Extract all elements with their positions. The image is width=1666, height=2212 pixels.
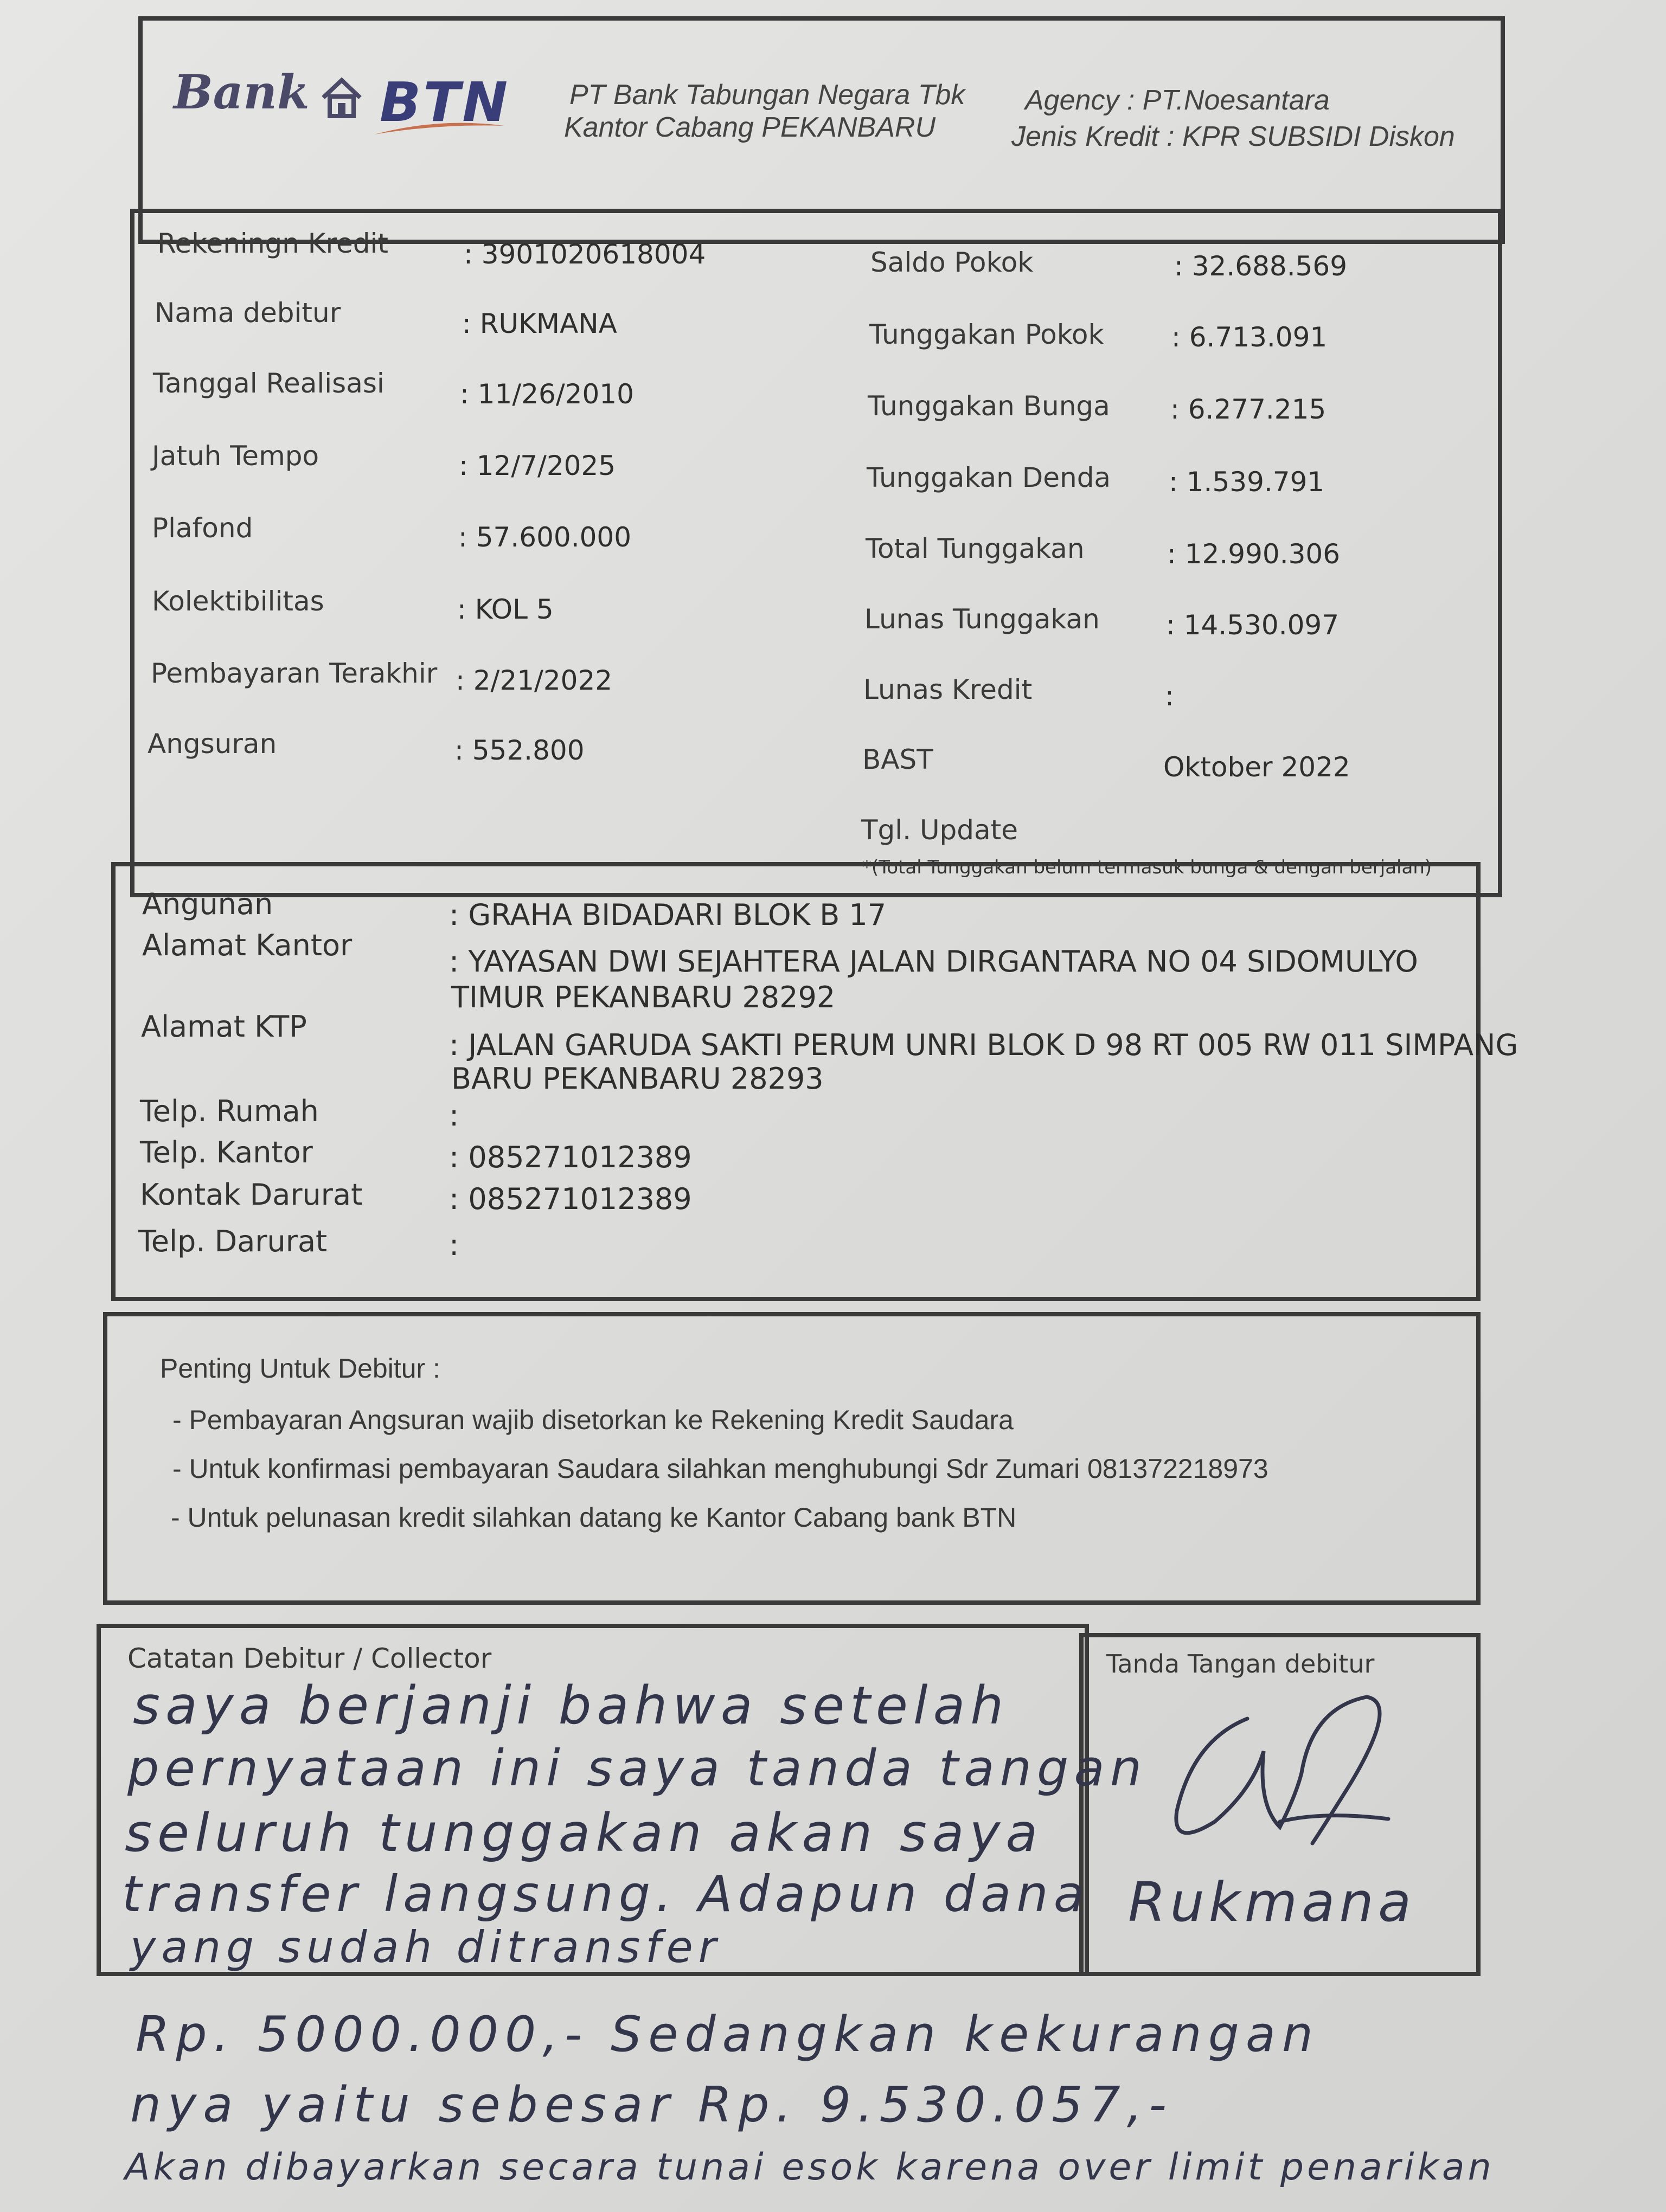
field-label: Total Tunggakan xyxy=(866,533,1085,564)
field-value: : RUKMANA xyxy=(462,308,617,339)
field-value: : xyxy=(1165,680,1174,712)
field-label: Tgl. Update xyxy=(861,814,1018,846)
field-label: Lunas Kredit xyxy=(863,674,1033,705)
branch-name: Kantor Cabang PEKANBARU xyxy=(564,112,936,143)
field-label: Tanggal Realisasi xyxy=(153,368,385,399)
field-label: Plafond xyxy=(152,512,253,544)
field-label: Pembayaran Terakhir xyxy=(151,658,438,689)
address-label: Telp. Rumah xyxy=(140,1094,319,1128)
field-label: Lunas Tunggakan xyxy=(864,603,1100,635)
address-label: Telp. Kantor xyxy=(140,1135,313,1169)
logo-btn-text: BTN xyxy=(380,70,510,134)
handwritten-note-line: pernyataan ini saya tanda tangan xyxy=(127,1739,1148,1797)
important-item: - Untuk konfirmasi pembayaran Saudara silahkan menghubungi Sdr Zumari 081372218973 xyxy=(172,1454,1268,1484)
address-label: Kontak Darurat xyxy=(140,1178,363,1212)
field-label: Nama debitur xyxy=(155,297,341,329)
address-value: BARU PEKANBARU 28293 xyxy=(451,1062,824,1096)
field-label: Tunggakan Bunga xyxy=(868,390,1110,422)
important-item: - Untuk pelunasan kredit silahkan datang ke Kantor Cabang bank BTN xyxy=(171,1502,1017,1533)
address-value: : GRAHA BIDADARI BLOK B 17 xyxy=(449,898,887,932)
handwritten-note-line: transfer langsung. Adapun dana xyxy=(122,1865,1090,1923)
field-label: Angsuran xyxy=(148,728,277,760)
signature-name: Rukmana xyxy=(1128,1870,1416,1934)
address-value: : 085271012389 xyxy=(449,1182,692,1216)
field-value: : 6.277.215 xyxy=(1170,394,1327,425)
address-value: : xyxy=(449,1228,459,1262)
logo-swoosh-icon xyxy=(374,120,504,137)
handwritten-note-line: seluruh tunggakan akan saya xyxy=(125,1803,1043,1863)
field-value: : KOL 5 xyxy=(457,594,554,625)
address-value: : xyxy=(449,1098,459,1133)
address-label: Alamat KTP xyxy=(141,1009,307,1044)
field-value: : 57.600.000 xyxy=(458,522,632,553)
signature-label: Tanda Tangan debitur xyxy=(1106,1649,1375,1679)
field-value: : 3901020618004 xyxy=(464,239,706,270)
field-value: : 12.990.306 xyxy=(1167,538,1341,570)
field-label: Jatuh Tempo xyxy=(152,440,319,472)
info-footnote: *(Total Tunggakan belum termasuk bunga & dengan berjalan) xyxy=(862,857,1432,878)
field-value: : 11/26/2010 xyxy=(460,378,634,410)
logo-bank-text: Bank xyxy=(174,65,310,120)
field-label: Tunggakan Denda xyxy=(867,462,1111,493)
company-name: PT Bank Tabungan Negara Tbk xyxy=(569,79,965,111)
address-label: Telp. Darurat xyxy=(138,1224,328,1258)
important-title: Penting Untuk Debitur : xyxy=(160,1353,440,1384)
field-value: : 552.800 xyxy=(454,735,585,766)
field-value: : 32.688.569 xyxy=(1174,250,1348,282)
handwritten-note-line: nya yaitu sebesar Rp. 9.530.057,- xyxy=(130,2076,1173,2133)
address-label: Angunan xyxy=(142,887,273,921)
address-label: Alamat Kantor xyxy=(142,928,353,962)
field-value: : 12/7/2025 xyxy=(459,450,616,481)
field-value: Oktober 2022 xyxy=(1163,751,1350,783)
handwritten-note-line: Akan dibayarkan secara tunai esok karena over limit penarikan xyxy=(125,2146,1495,2189)
field-value: : 6.713.091 xyxy=(1171,321,1328,353)
field-label: Tunggakan Pokok xyxy=(869,319,1104,350)
notes-label: Catatan Debitur / Collector xyxy=(127,1643,492,1674)
bank-logo-icon xyxy=(320,76,363,119)
important-item: - Pembayaran Angsuran wajib disetorkan ke Rekening Kredit Saudara xyxy=(172,1405,1014,1435)
field-label: BAST xyxy=(862,744,933,775)
field-label: Rekeningn Kredit xyxy=(157,228,389,259)
handwritten-note-line: Rp. 5000.000,- Sedangkan kekurangan xyxy=(136,2006,1320,2063)
address-value: : YAYASAN DWI SEJAHTERA JALAN DIRGANTARA NO 04 SIDOMULYO xyxy=(449,944,1418,979)
field-label: Kolektibilitas xyxy=(152,586,324,617)
address-value: : 085271012389 xyxy=(449,1140,692,1174)
signature-scribble-icon xyxy=(1117,1686,1443,1881)
credit-type-text: Jenis Kredit : KPR SUBSIDI Diskon xyxy=(1011,121,1455,152)
address-value: : JALAN GARUDA SAKTI PERUM UNRI BLOK D 98 RT 005 RW 011 SIMPANG xyxy=(449,1028,1518,1062)
field-label: Saldo Pokok xyxy=(870,247,1034,278)
field-value: : 1.539.791 xyxy=(1169,466,1325,498)
handwritten-note-line: yang sudah ditransfer xyxy=(130,1922,722,1972)
field-value: : 14.530.097 xyxy=(1166,609,1340,641)
handwritten-note-line: saya berjanji bahwa setelah xyxy=(133,1675,1009,1736)
field-value: : 2/21/2022 xyxy=(456,665,613,696)
agency-text: Agency : PT.Noesantara xyxy=(1025,85,1330,116)
address-value: TIMUR PEKANBARU 28292 xyxy=(451,980,836,1014)
